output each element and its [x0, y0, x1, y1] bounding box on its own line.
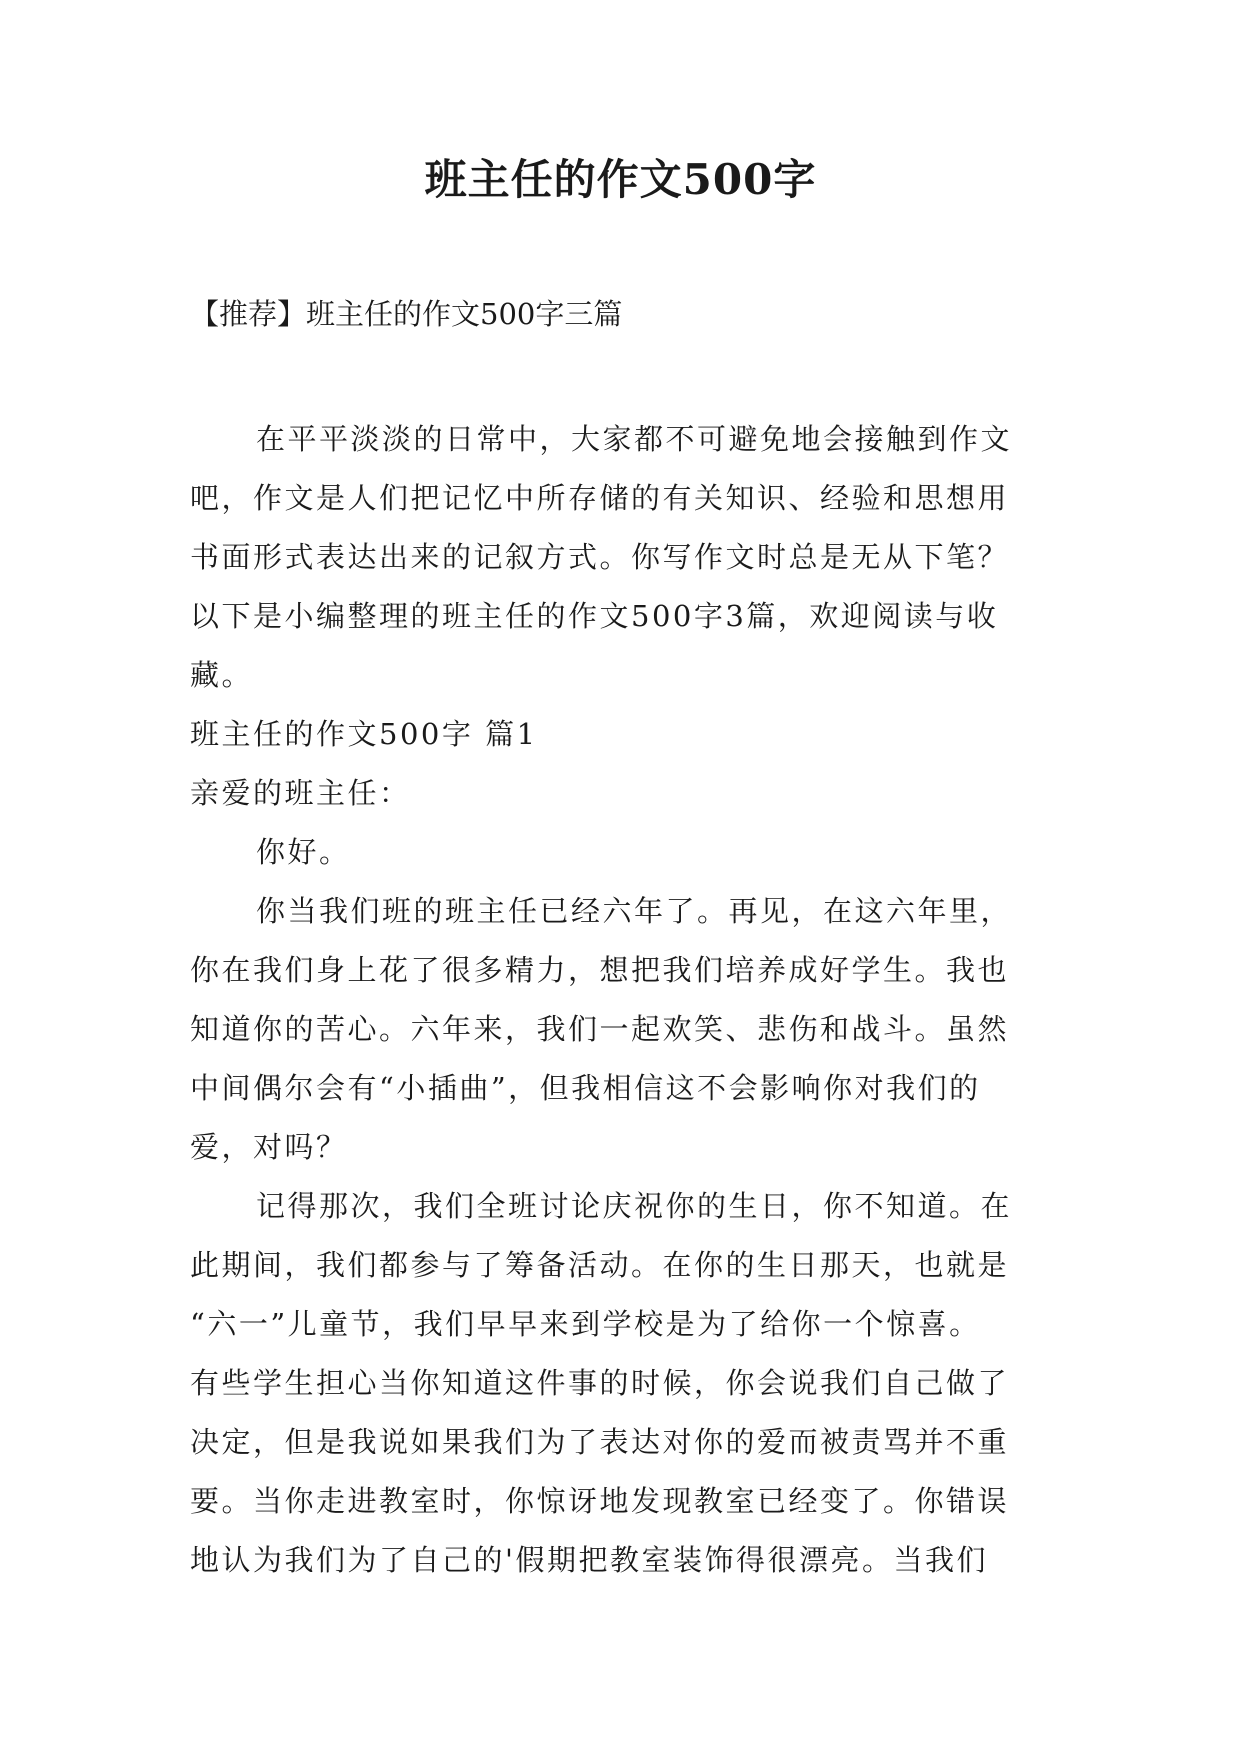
- body-line: 在平平淡淡的日常中，大家都不可避免地会接触到作文: [256, 422, 1013, 456]
- body-line: 藏。: [190, 658, 254, 692]
- page-title: 班主任的作文500字: [424, 155, 817, 204]
- body-line: 记得那次，我们全班讨论庆祝你的生日，你不知道。在: [256, 1189, 1013, 1223]
- body-line: 中间偶尔会有“小插曲”，但我相信这不会影响你对我们的: [190, 1071, 981, 1105]
- body-line: 爱，对吗？: [190, 1130, 348, 1164]
- document-subtitle: 【推荐】班主任的作文500字三篇: [190, 297, 623, 331]
- body-line: 有些学生担心当你知道这件事的时候，你会说我们自己做了: [190, 1366, 1010, 1400]
- section-heading: 班主任的作文500字 篇1: [190, 717, 538, 751]
- body-line: 你在我们身上花了很多精力，想把我们培养成好学生。我也: [190, 953, 1010, 987]
- body-line: 此期间，我们都参与了筹备活动。在你的生日那天，也就是: [190, 1248, 1010, 1282]
- body-line: 知道你的苦心。六年来，我们一起欢笑、悲伤和战斗。虽然: [190, 1012, 1010, 1046]
- document-body: [190, 410, 1070, 1590]
- body-line: 你好。: [256, 835, 351, 869]
- body-line: 吧，作文是人们把记忆中所存储的有关知识、经验和思想用: [190, 481, 1010, 515]
- body-line: 以下是小编整理的班主任的作文500字3篇，欢迎阅读与收: [190, 599, 999, 633]
- body-line: “六一”儿童节，我们早早来到学校是为了给你一个惊喜。: [190, 1307, 981, 1341]
- body-line: 决定，但是我说如果我们为了表达对你的爱而被责骂并不重: [190, 1425, 1010, 1459]
- body-line: 书面形式表达出来的记叙方式。你写作文时总是无从下笔？: [190, 540, 1010, 574]
- body-line: 地认为我们为了自己的'假期把教室装饰得很漂亮。当我们: [190, 1543, 988, 1577]
- body-line: 你当我们班的班主任已经六年了。再见，在这六年里，: [256, 894, 1013, 928]
- letter-salutation: 亲爱的班主任：: [190, 776, 411, 810]
- body-line: 要。当你走进教室时，你惊讶地发现教室已经变了。你错误: [190, 1484, 1010, 1518]
